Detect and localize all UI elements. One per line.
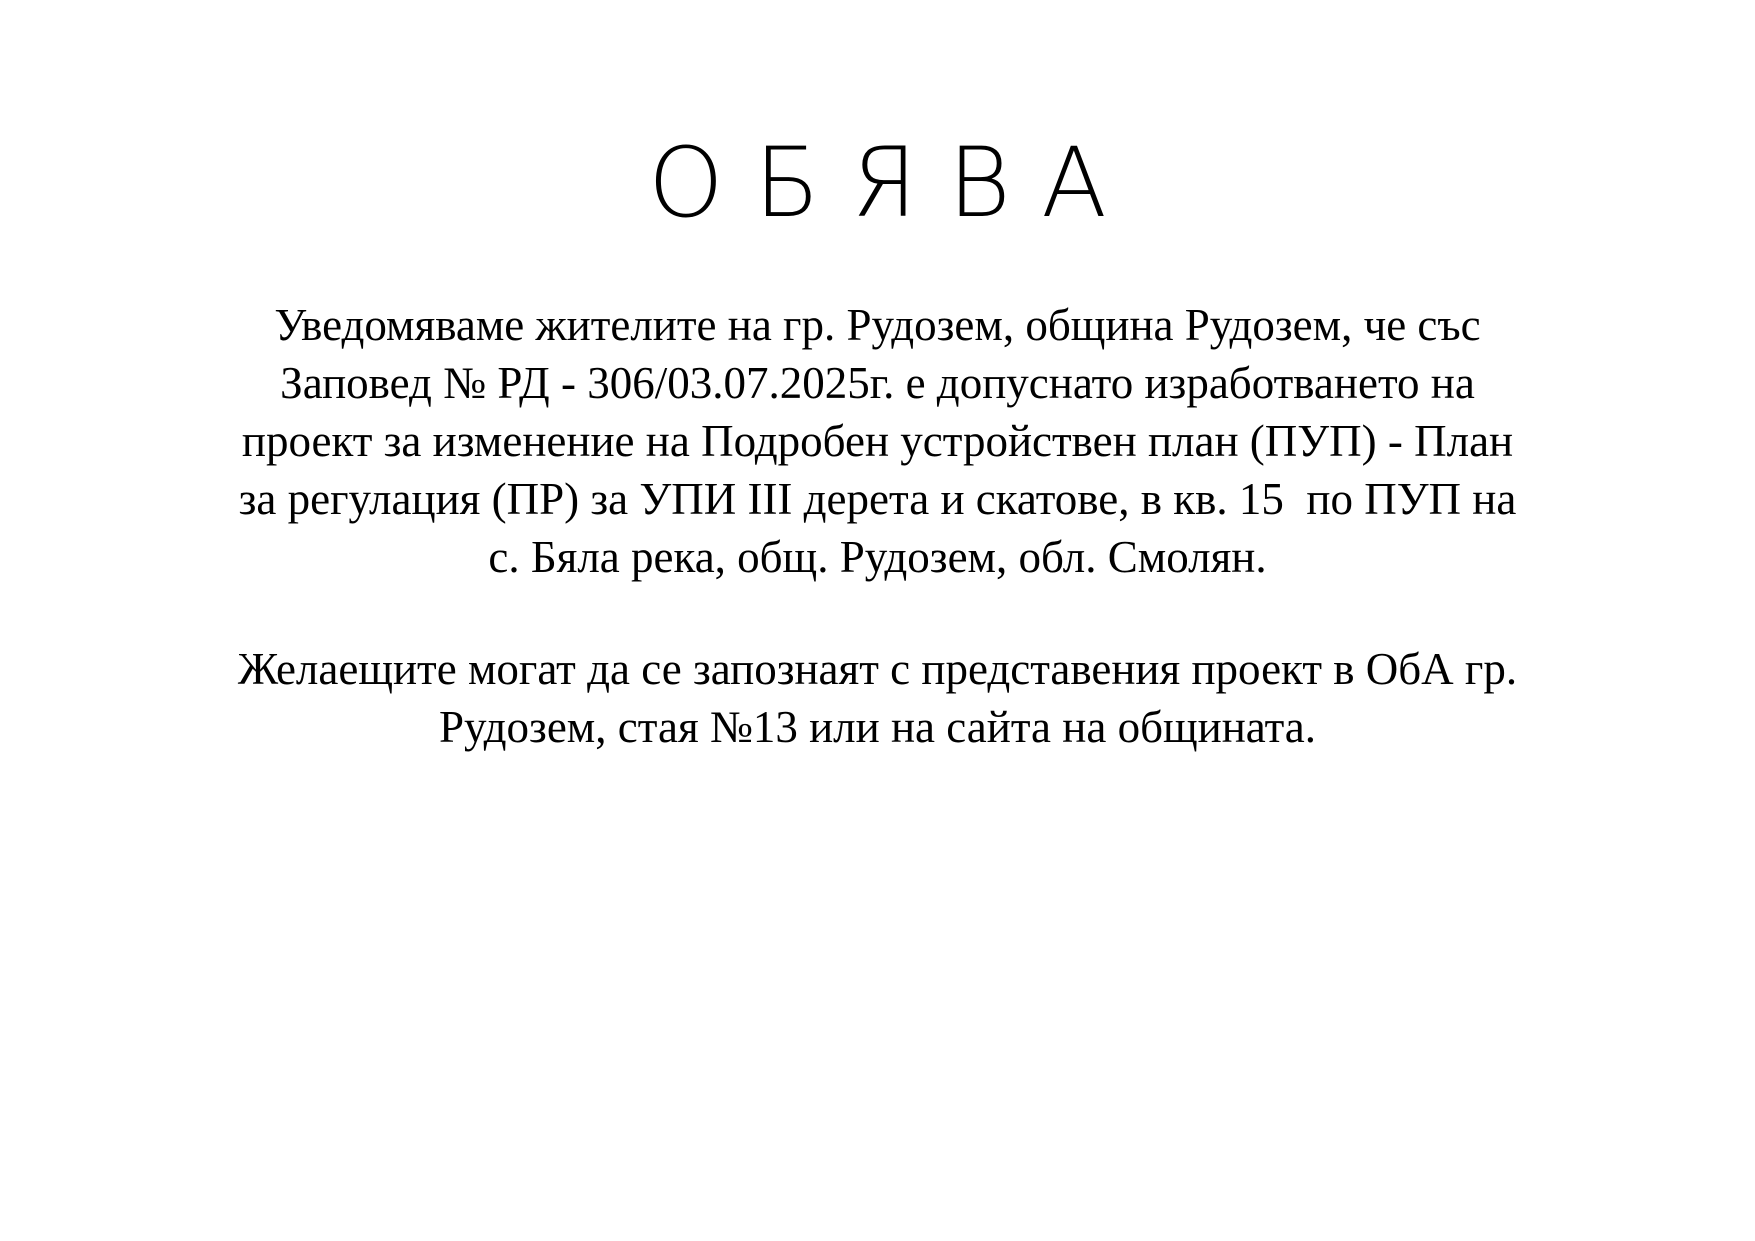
notice-paragraph xyxy=(140,296,1615,586)
notice-line: Уведомяваме жителите на гр. Рудозем, община Рудозем, че със xyxy=(274,300,1481,350)
info-paragraph xyxy=(140,640,1615,756)
notice-line: Заповед № РД - 306/03.07.2025г. е допуснато изработването на xyxy=(280,358,1475,408)
notice-line: с. Бяла река, общ. Рудозем, обл. Смолян. xyxy=(488,532,1267,582)
notice-line: за регулация (ПР) за УПИ III дерета и скатове, в кв. 15 по ПУП на xyxy=(238,474,1517,524)
info-line: Рудозем, стая №13 или на сайта на общината. xyxy=(438,702,1317,752)
announcement-title: О Б Я В А xyxy=(648,127,1107,239)
info-line: Желаещите могат да се запознаят с представения проект в ОбА гр. xyxy=(237,644,1518,694)
notice-line: проект за изменение на Подробен устройствен план (ПУП) - План xyxy=(241,416,1514,466)
